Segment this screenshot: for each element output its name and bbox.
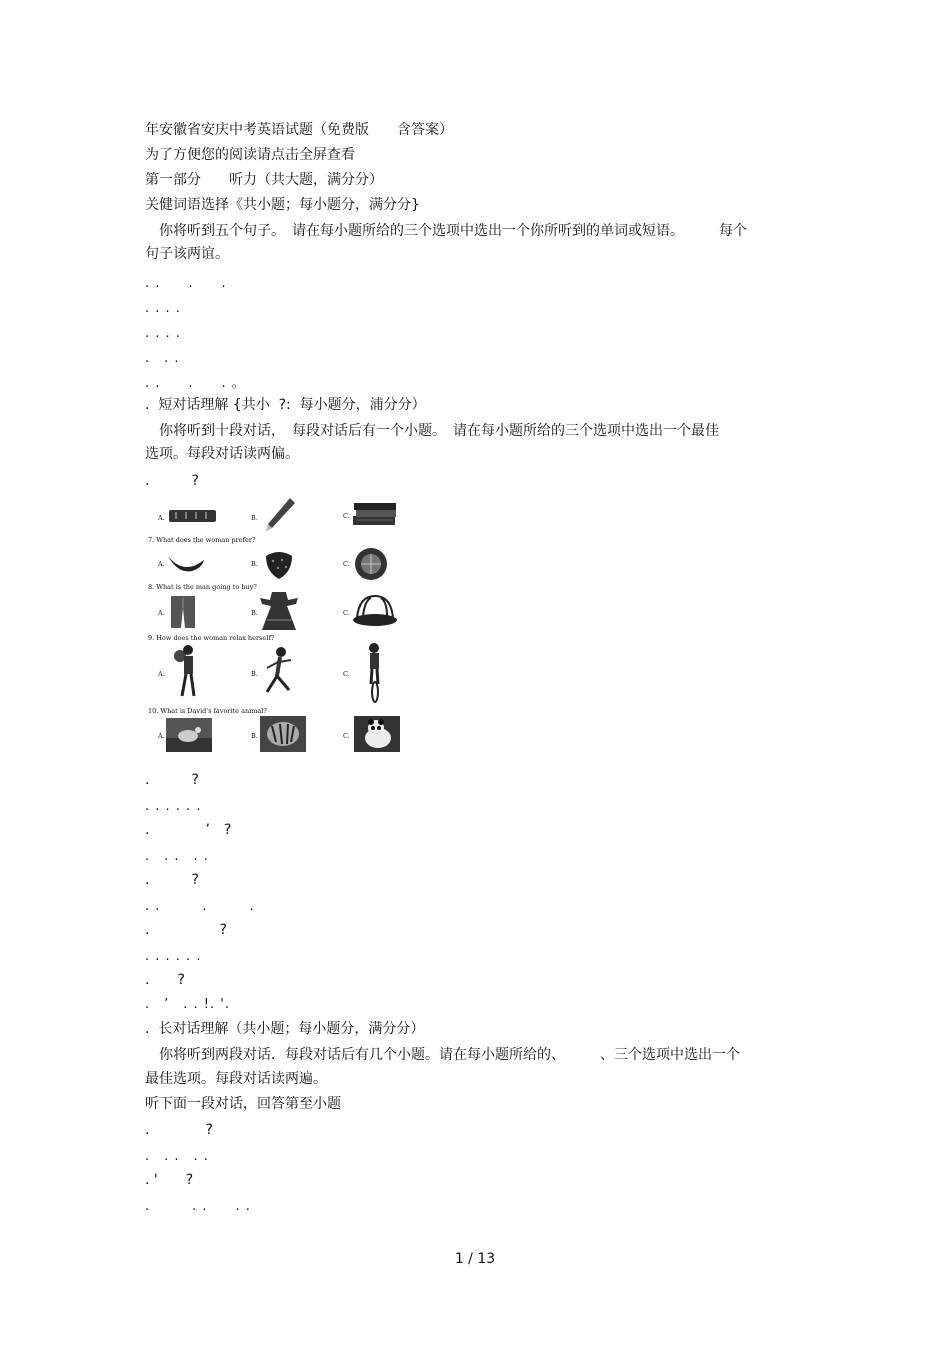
orange-icon xyxy=(353,546,389,582)
option-label-a: A. xyxy=(158,560,165,568)
option-label-c: C. xyxy=(343,609,350,617)
section-two-heading: . 短对话理解 {共小 ?: 每小题分，浦分分） xyxy=(145,397,426,413)
item-line: . . . . . . xyxy=(145,799,202,814)
section-three-instruction-line1: 你将听到两段对话．每段对话后有几个小题。请在每小题所给的、 、三个选项中选出一个 xyxy=(145,1047,740,1063)
question-line: . ’ ? xyxy=(145,822,232,838)
item-line: . . . . 。 xyxy=(145,376,246,391)
part-one-heading: 第一部分 听力（共大题，满分分） xyxy=(145,172,383,188)
question-8-text: 8. What is the man going to buy? xyxy=(148,583,257,591)
strawberry-icon xyxy=(260,546,298,580)
item-line: . . . xyxy=(145,351,180,366)
question-7-text: 7. What does the woman prefer? xyxy=(148,536,256,544)
reading-note: 为了方便您的阅读请点击全屏查看 xyxy=(145,147,355,163)
item-line: . . . . . xyxy=(145,1199,251,1214)
hat-icon xyxy=(351,592,397,630)
section-three-heading: . 长对话理解（共小题；每小题分，满分分） xyxy=(145,1021,425,1037)
question-line: . ? xyxy=(145,473,199,489)
question-line: . ? xyxy=(145,922,227,938)
tiger-photo-icon xyxy=(260,716,306,752)
question-line: . ? xyxy=(145,772,199,788)
books-icon xyxy=(351,502,399,528)
panda-photo-icon xyxy=(354,716,400,752)
item-line: . . . . xyxy=(145,326,181,341)
section-two-instruction-line2: 选项。每段对话读两偏。 xyxy=(145,446,299,462)
option-label-a: A. xyxy=(158,609,165,617)
page-number: 1 / 13 xyxy=(454,1251,496,1267)
option-label-c: C. xyxy=(343,512,350,520)
basketball-player-icon xyxy=(172,644,204,704)
section-three-instruction-line3: 听下面一段对话，回答第至小题 xyxy=(145,1096,341,1112)
deer-photo-icon xyxy=(166,718,212,752)
question-line: . ? xyxy=(145,872,199,888)
pencil-icon xyxy=(262,496,296,534)
option-label-b: B. xyxy=(251,670,258,678)
question-line: . ? xyxy=(145,1122,213,1138)
dress-icon xyxy=(258,590,300,632)
question-line: . ' ? xyxy=(145,1172,194,1188)
item-line: . . . . . xyxy=(145,1149,209,1164)
option-label-b: B. xyxy=(251,732,258,740)
option-label-b: B. xyxy=(251,514,258,522)
item-line: . . . . . xyxy=(145,849,209,864)
item-line: . . . . . . xyxy=(145,949,202,964)
section-one-instruction-line1: 你将听到五个句子。 请在每小题所给的三个选项中选出一个你所听到的单词或短语。 每个 xyxy=(145,223,747,239)
jeans-icon xyxy=(168,594,198,630)
section-two-instruction-line1: 你将听到十段对话， 每段对话后有一个小题。 请在每小题所给的三个选项中选出一个最佳 xyxy=(145,423,719,439)
section-one-instruction-line2: 句子该两谊。 xyxy=(145,246,229,262)
banana-icon xyxy=(166,550,206,576)
item-line: . . . . xyxy=(145,301,181,316)
section-three-instruction-line2: 最佳选项。每段对话读两遍。 xyxy=(145,1071,327,1087)
item-line: . . . . xyxy=(145,276,227,291)
document-title: 年安徽省安庆中考英语试题（免费版 含答案） xyxy=(145,122,453,138)
section-one-heading: 关健词语选择《共小题；每小题分，满分分} xyxy=(145,197,420,213)
option-label-a: A. xyxy=(158,732,165,740)
question-9-text: 9. How does the woman relax herself? xyxy=(148,634,275,642)
option-label-a: A. xyxy=(158,514,165,522)
ruler-icon xyxy=(168,506,218,526)
option-label-b: B. xyxy=(251,560,258,568)
cyclist-icon xyxy=(362,642,388,704)
option-label-c: C. xyxy=(343,670,350,678)
option-label-c: C. xyxy=(343,732,350,740)
question-10-text: 10. What is David's favorite animal? xyxy=(148,707,267,715)
item-line: . ’ . . !. '. xyxy=(145,997,230,1012)
picture-questions-figure xyxy=(148,494,408,759)
option-label-b: B. xyxy=(251,609,258,617)
option-label-a: A. xyxy=(158,670,165,678)
question-line: . ? xyxy=(145,972,185,988)
runner-icon xyxy=(261,646,297,702)
option-label-c: C. xyxy=(343,560,350,568)
item-line: . . . . xyxy=(145,899,255,914)
